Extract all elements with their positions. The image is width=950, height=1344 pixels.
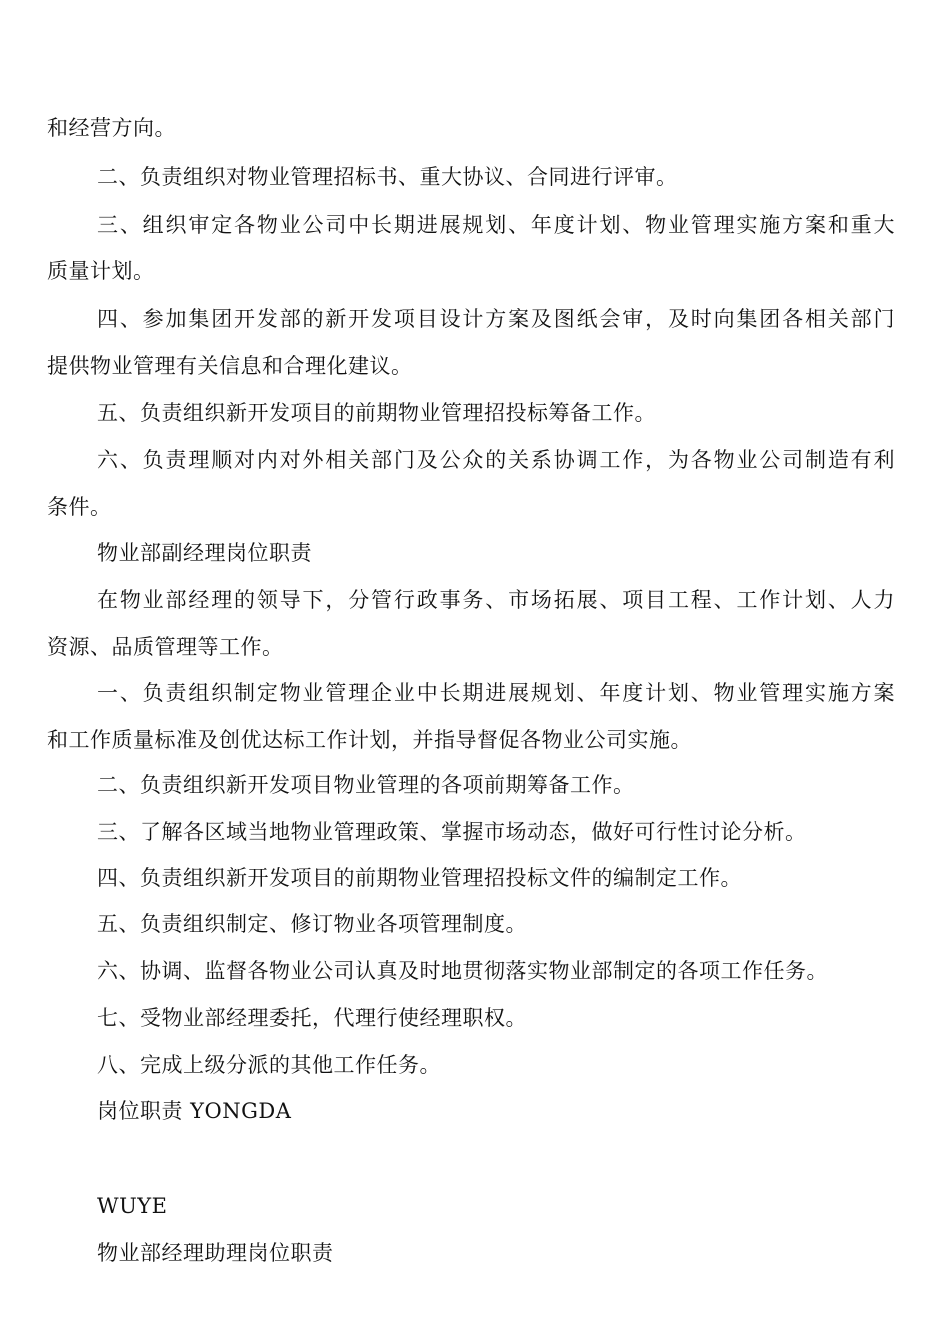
paragraph-line: 在物业部经理的领导下，分管行政事务、市场拓展、项目工程、工作计划、人力 bbox=[97, 588, 895, 612]
paragraph-line: 条件。 bbox=[47, 495, 112, 519]
section-heading: 物业部经理助理岗位职责 bbox=[97, 1241, 334, 1265]
paragraph-line: 和工作质量标准及创优达标工作计划，并指导督促各物业公司实施。 bbox=[47, 728, 692, 752]
paragraph-line: 三、组织审定各物业公司中长期进展规划、年度计划、物业管理实施方案和重大 bbox=[97, 213, 895, 237]
paragraph-line: 五、负责组织制定、修订物业各项管理制度。 bbox=[97, 912, 527, 936]
footer-brand: WUYE bbox=[97, 1194, 168, 1218]
paragraph-line: 六、负责理顺对内对外相关部门及公众的关系协调工作，为各物业公司制造有利 bbox=[97, 448, 895, 472]
paragraph-line: 八、完成上级分派的其他工作任务。 bbox=[97, 1053, 441, 1077]
paragraph-line: 二、负责组织新开发项目物业管理的各项前期筹备工作。 bbox=[97, 773, 635, 797]
footer-title: 岗位职责 YONGDA bbox=[97, 1099, 292, 1123]
paragraph-line: 七、受物业部经理委托，代理行使经理职权。 bbox=[97, 1006, 527, 1030]
paragraph-line: 四、负责组织新开发项目的前期物业管理招投标文件的编制定工作。 bbox=[97, 866, 742, 890]
paragraph-line: 六、协调、监督各物业公司认真及时地贯彻落实物业部制定的各项工作任务。 bbox=[97, 959, 828, 983]
paragraph-line: 资源、品质管理等工作。 bbox=[47, 635, 284, 659]
paragraph-line: 质量计划。 bbox=[47, 259, 155, 283]
paragraph-line: 五、负责组织新开发项目的前期物业管理招投标筹备工作。 bbox=[97, 401, 656, 425]
paragraph-line: 一、负责组织制定物业管理企业中长期进展规划、年度计划、物业管理实施方案 bbox=[97, 681, 895, 705]
paragraph-line: 三、了解各区域当地物业管理政策、掌握市场动态，做好可行性讨论分析。 bbox=[97, 820, 807, 844]
paragraph-line: 和经营方向。 bbox=[47, 116, 176, 140]
section-heading: 物业部副经理岗位职责 bbox=[97, 541, 312, 565]
paragraph-line: 四、参加集团开发部的新开发项目设计方案及图纸会审，及时向集团各相关部门 bbox=[97, 307, 895, 331]
paragraph-line: 提供物业管理有关信息和合理化建议。 bbox=[47, 354, 413, 378]
paragraph-line: 二、负责组织对物业管理招标书、重大协议、合同进行评审。 bbox=[97, 165, 678, 189]
